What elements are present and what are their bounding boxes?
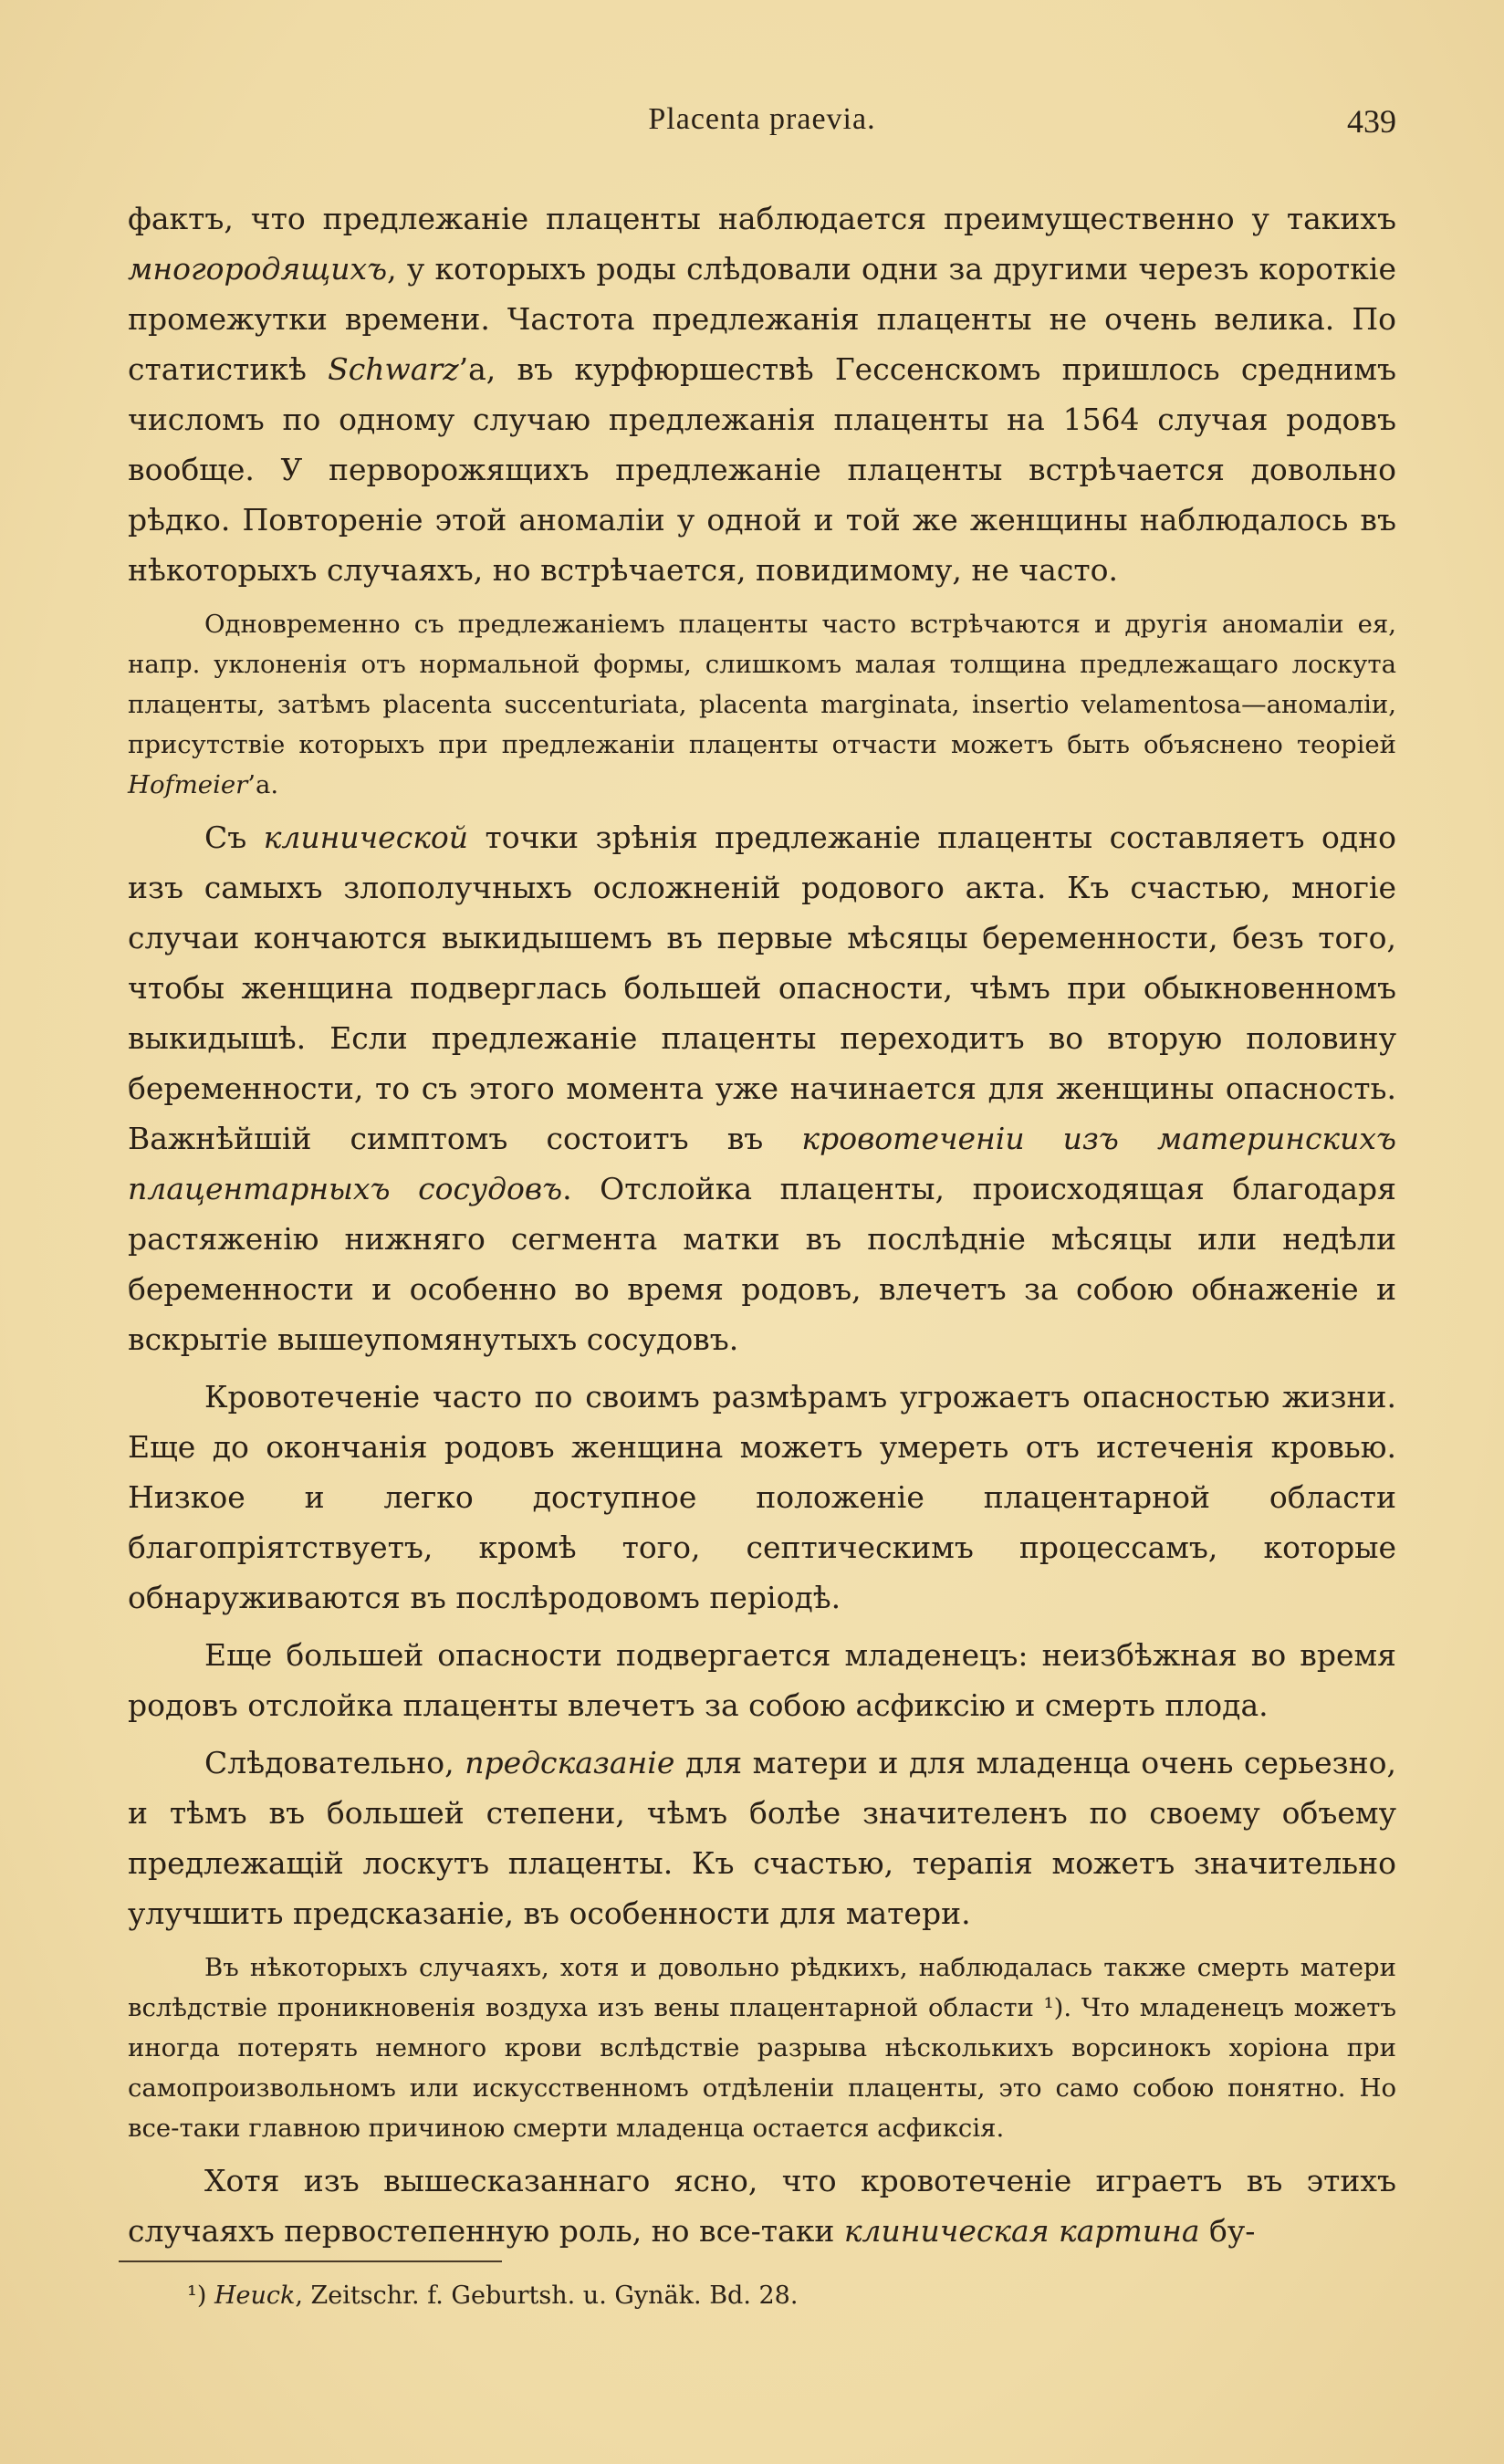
italic-run: клинической <box>263 820 469 855</box>
paragraph <box>128 1630 1396 1730</box>
body-text <box>128 193 1396 2256</box>
footnote-marker: ¹) <box>187 2281 207 2310</box>
paragraph <box>128 2156 1396 2256</box>
italic-run: кровотеченіи изъ материнскихъ плацентарныхъ сосудовъ <box>128 1121 1396 1206</box>
text-run: для матери и для младенца очень серьезно, и тѣмъ въ большей степени, чѣмъ болѣе значителенъ по своему объему предлежащій лоскутъ плаценты. Къ счастью, терапія можетъ значительно улучшить предсказаніе, въ особенности для матери. <box>128 1745 1396 1931</box>
paragraph <box>128 193 1396 595</box>
text-run: , у которыхъ роды слѣдовали одни за другими черезъ короткіе промежутки времени. Частота предлежанія плаценты не очень велика. По статистикѣ <box>128 251 1396 387</box>
text-run: Слѣдовательно, <box>204 1745 465 1780</box>
footnote <box>187 2278 1373 2314</box>
italic-run: предсказаніе <box>465 1745 675 1780</box>
text-run: фактъ, что предлежаніе плаценты наблюдается преимущественно у такихъ <box>128 201 1396 236</box>
text-run: Хотя изъ вышесказаннаго ясно, что кровотеченіе играетъ въ этихъ случаяхъ первостепенную роль, но все-таки <box>128 2163 1396 2249</box>
paragraph <box>128 604 1396 805</box>
paragraph <box>128 812 1396 1364</box>
text-run: точки зрѣнія предлежаніе плаценты составляетъ одно изъ самыхъ злополучныхъ осложненій родового акта. Къ счастью, многіе случаи кончаются выкидышемъ въ первые мѣсяцы беременности, безъ того, чтобы женщина подверглась большей опасности, чѣмъ при обыкновенномъ выкидышѣ. Если предлежаніе плаценты переходитъ во вторую половину беременности, то съ этого момента уже начинается для женщины опасность. Важнѣйшій симптомъ состоитъ въ <box>128 820 1396 1156</box>
running-title: Placenta praevia. <box>648 102 876 136</box>
text-run: Съ <box>204 820 264 855</box>
text-run: . Отслойка плаценты, происходящая благодаря растяженію нижняго сегмента матки въ послѣдніе мѣсяцы или недѣли беременности и особенно во время родовъ, влечетъ за собою обнаженіе и вскрытіе вышеупомянутыхъ сосудовъ. <box>128 1171 1396 1357</box>
text-run: ’а, въ курфюршествѣ Гессенскомъ пришлось среднимъ числомъ по одному случаю предлежанія плаценты на 1564 случая родовъ вообще. У перворожящихъ предлежаніе плаценты встрѣчается довольно рѣдко. Повтореніе этой аномаліи у одной и той же женщины наблюдалось въ нѣкоторыхъ случаяхъ, но встрѣчается, повидимому, не часто. <box>128 351 1396 588</box>
paragraph <box>128 1738 1396 1938</box>
text-run: бу- <box>1199 2213 1256 2249</box>
text-run: Еще большей опасности подвергается младенецъ: неизбѣжная во время родовъ отслойка плаценты влечетъ за собою асфиксію и смерть плода. <box>128 1637 1396 1723</box>
italic-run: клиническая картина <box>843 2213 1200 2249</box>
text-run: Въ нѣкоторыхъ случаяхъ, хотя и довольно рѣдкихъ, наблюдалась также смерть матери вслѣдствіе проникновенія воздуха изъ вены плацентарной области ¹). Что младенецъ можетъ иногда потерять немного крови вслѣдствіе разрыва нѣсколькихъ ворсинокъ хоріона при самопроизвольномъ или искусственномъ отдѣленіи плаценты, это само собою понятно. Но все-таки главною причиною смерти младенца остается асфиксія. <box>128 1953 1396 2143</box>
italic-run: многородящихъ <box>128 251 388 287</box>
text-run: ’а. <box>247 770 279 799</box>
page-header <box>128 102 1396 148</box>
italic-run: Hofmeier <box>128 770 248 799</box>
paragraph <box>128 1947 1396 2148</box>
page-number: 439 <box>1347 103 1396 140</box>
paragraph <box>128 1372 1396 1623</box>
text-run: Одновременно съ предлежаніемъ плаценты часто встрѣчаются и другія аномаліи ея, напр. уклоненія отъ нормальной формы, слишкомъ малая толщина предлежащаго лоскута плаценты, затѣмъ placenta succenturiata, placenta marginata, insertio velamentosa—аномаліи, присутствіе которыхъ при предлежаніи плаценты отчасти можетъ быть объяснено теоріей <box>128 610 1396 759</box>
footnote-divider <box>119 2260 502 2262</box>
text-run: Кровотеченіе часто по своимъ размѣрамъ угрожаетъ опасностью жизни. Еще до окончанія родовъ женщина можетъ умереть отъ истеченія кровью. Низкое и легко доступное положеніе плацентарной области благопріятствуетъ, кромѣ того, септическимъ процессамъ, которые обнаруживаются въ послѣродовомъ періодѣ. <box>128 1379 1396 1615</box>
footnote-author: Heuck <box>214 2281 296 2310</box>
footnote-text: , Zeitschr. f. Geburtsh. u. Gynäk. Bd. 28. <box>295 2281 799 2310</box>
italic-run: Schwarz <box>328 351 459 387</box>
